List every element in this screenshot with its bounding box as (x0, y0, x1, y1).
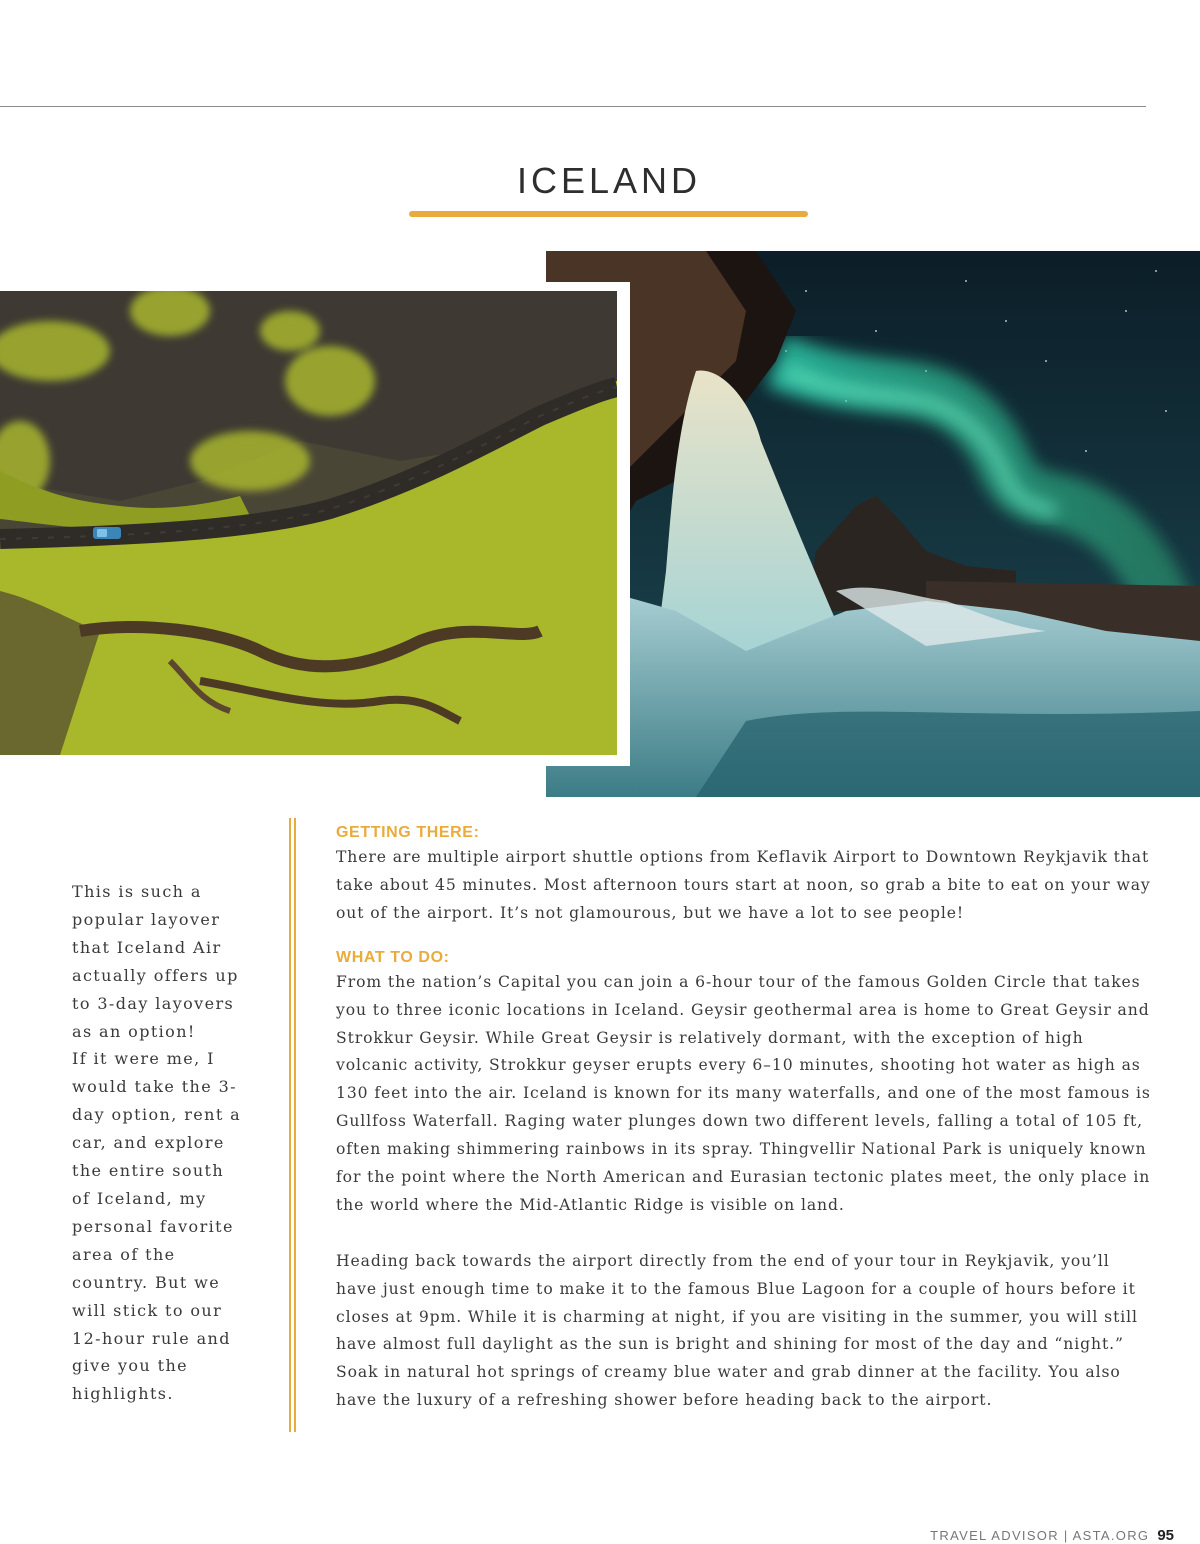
getting-there-heading: GETTING THERE: (336, 824, 480, 841)
what-to-do-heading: WHAT TO DO: (336, 948, 450, 966)
sidebar-note (72, 878, 247, 1408)
title-underline (409, 211, 808, 217)
header-rule (0, 106, 1146, 107)
main-column (336, 822, 1152, 1415)
aurora-waterfall-photo (546, 251, 1200, 797)
getting-there-text: There are multiple airport shuttle options from Keflavik Airport to Downtown Reykjavik that take about 45 minutes. Most afternoon tours start at noon, so grab a bite to eat on your way out of the airport. It’s not glamourous, but we have a lot to see people! (336, 848, 1151, 922)
sidebar-paragraph: This is such a popular layover that Iceland Air actually offers up to 3-day layovers as an option! (72, 882, 239, 1041)
sidebar-paragraph: If it were me, I would take the 3-day option, rent a car, and explore the entire south of Iceland, my personal favorite area of the country. But we will stick to our 12-hour rule and give you the highlights. (72, 1049, 242, 1404)
page-number: 95 (1157, 1527, 1174, 1544)
aerial-moss-road-photo (0, 291, 617, 755)
column-divider (294, 818, 296, 1432)
what-to-do-paragraph: From the nation’s Capital you can join a 6-hour tour of the famous Golden Circle that takes you to three iconic locations in Iceland. Geysir geothermal area is home to Great Geysir and Strokkur Geysir. While Great Geysir is relatively dormant, with the exception of high volcanic activity, Strokkur geyser erupts every 6–10 minutes, shooting hot water as high as 130 feet into the air. Iceland is known for its many waterfalls, and one of the most famous is Gullfoss Waterfall. Raging water plunges down two different levels, falling a total of 105 ft, often making shimmering rainbows in its spray. Thingvellir National Park is uniquely known for the point where the North American and Eurasian tectonic plates meet, the only place in the world where the Mid-Atlantic Ridge is visible on land. (336, 972, 1151, 1214)
publication-name: TRAVEL ADVISOR | ASTA.ORG (930, 1528, 1150, 1543)
page-footer (930, 1527, 1174, 1544)
page-title: ICELAND (516, 160, 702, 201)
what-to-do-paragraph: Heading back towards the airport directly from the end of your tour in Reykjavik, you’ll have just enough time to make it to the famous Blue Lagoon for a couple of hours before it closes at 9pm. While it is charming at night, if you are visiting in the summer, you will still have almost full daylight as the sun is bright and shining for most of the day and “night.” Soak in natural hot springs of creamy blue water and grab dinner at the facility. You also have the luxury of a refreshing shower before heading back to the airport. (336, 1251, 1138, 1410)
column-divider (289, 818, 291, 1432)
